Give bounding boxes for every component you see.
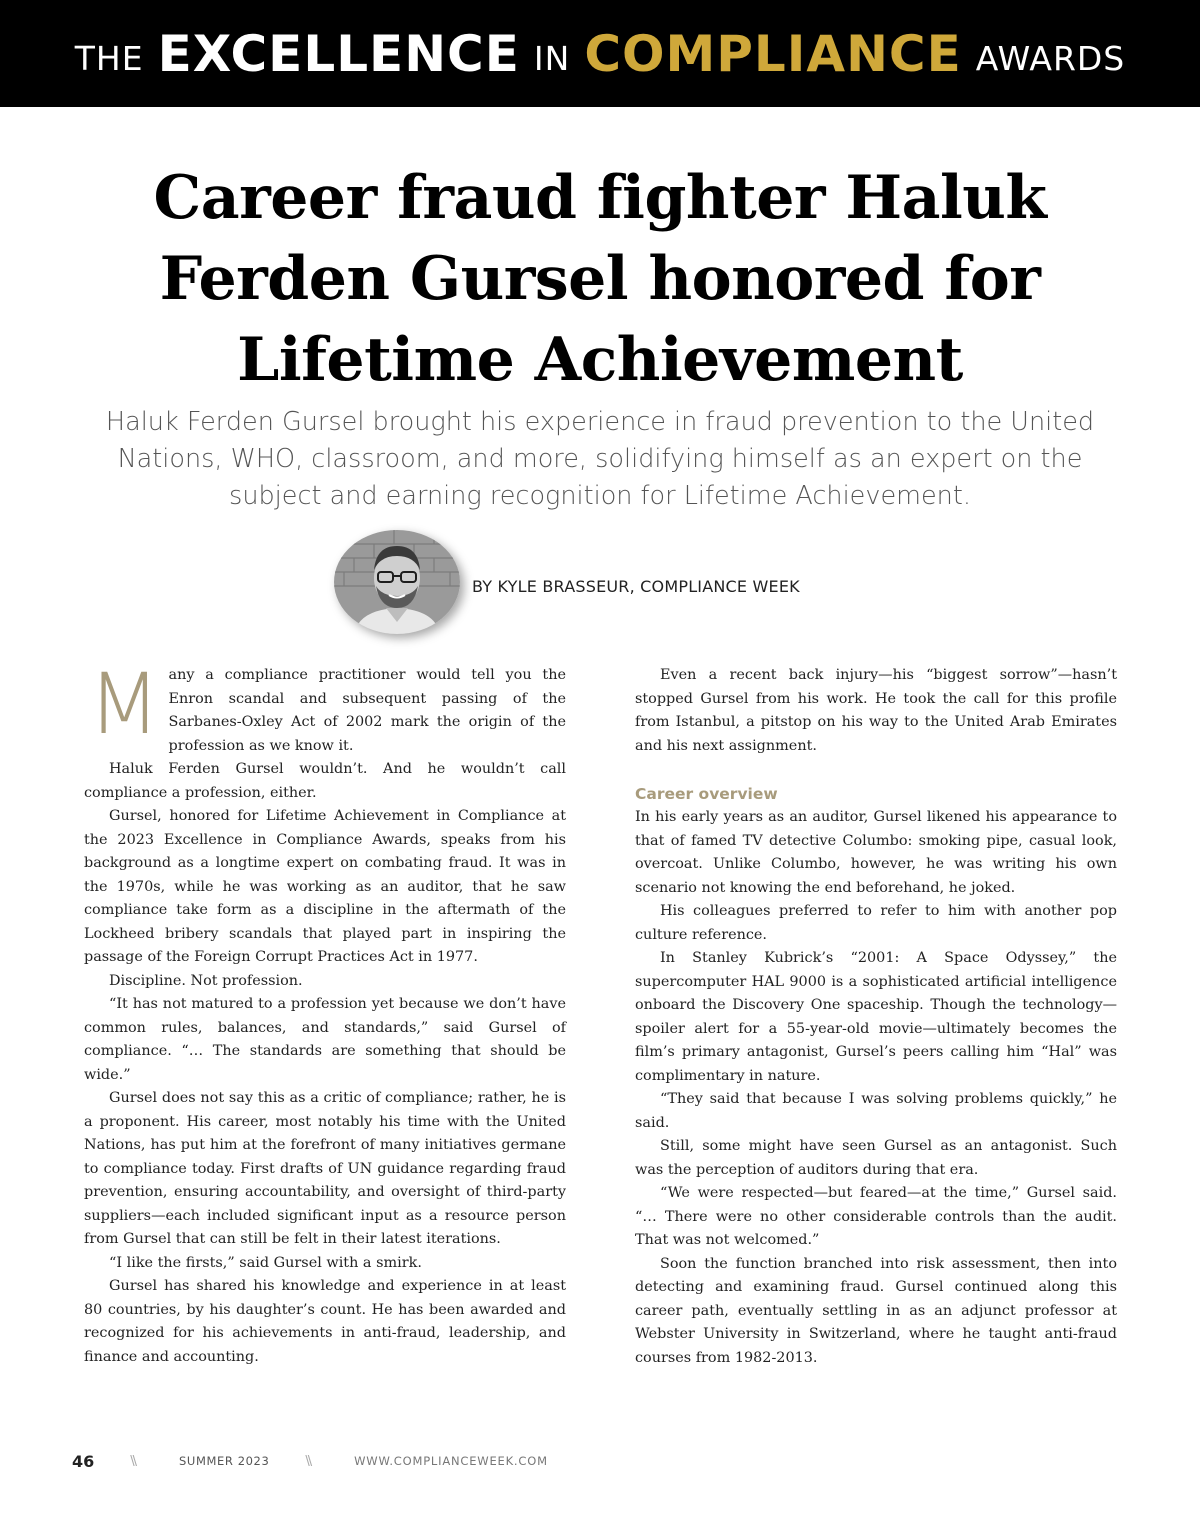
article-paragraph: Even a recent back injury—his “biggest sorrow”—hasn’t stopped Gursel from his work. He took the call for this profile from Istanbul, a pitstop on his way to the United Arab Emirates and his next assignment. <box>635 667 1117 754</box>
article-paragraph: His colleagues preferred to refer to him with another pop culture reference. <box>635 903 1117 943</box>
article-paragraph: “They said that because I was solving problems quickly,” he said. <box>635 1091 1117 1131</box>
article-column-right <box>635 664 1117 1370</box>
article-column-left <box>84 655 566 1369</box>
article-paragraph: Discipline. Not profession. <box>109 972 303 989</box>
banner-the: THE <box>74 39 144 78</box>
article-headline <box>60 158 1140 401</box>
article-paragraph: In his early years as an auditor, Gursel likened his appearance to that of famed TV detective Columbo: smoking pipe, casual look, overcoat. Unlike Columbo, however, he was writing his own scenario not knowing the end beforehand, he joked. <box>635 809 1117 896</box>
section-subhead: Career overview <box>635 785 778 803</box>
footer-separator: \\ <box>305 1453 311 1469</box>
headline-line: Career fraud fighter Haluk <box>153 163 1047 233</box>
footer-separator: \\ <box>130 1453 136 1469</box>
page-number: 46 <box>72 1451 95 1471</box>
article-paragraph: In Stanley Kubrick’s “2001: A Space Odyssey,” the supercomputer HAL 9000 is a sophisticated artificial intelligence onboard the Discovery One spaceship. Though the technology—spoiler alert for a 55-year-old movie—ultimately becomes the film’s primary antagonist, Gursel’s peers calling him “Hal” was complimentary in nature. <box>635 950 1117 1084</box>
banner-awards: AWARDS <box>975 39 1126 78</box>
author-byline: BY KYLE BRASSEUR, COMPLIANCE WEEK <box>472 577 800 596</box>
article-paragraph <box>84 655 566 758</box>
banner-compliance: COMPLIANCE <box>584 24 962 83</box>
article-paragraph: Gursel does not say this as a critic of compliance; rather, he is a proponent. His career, most notably his time with the United Nations, has put him at the forefront of many initiatives germane to compliance today. First drafts of UN guidance regarding fraud prevention, ensuring accountability, and oversight of third-party suppliers—each included significant input as a resource person from Gursel that can still be felt in their latest iterations. <box>84 1090 566 1247</box>
headline-line: Ferden Gursel honored for <box>159 244 1041 314</box>
page-footer <box>72 1450 548 1472</box>
awards-banner <box>0 0 1200 107</box>
article-paragraph: “It has not matured to a profession yet because we don’t have common rules, balances, and standards,” said Gursel of compliance. “… The standards are something that should be wide.” <box>84 996 566 1083</box>
article-paragraph: Gursel, honored for Lifetime Achievement in Compliance at the 2023 Excellence in Compliance Awards, speaks from his background as a longtime expert on combating fraud. It was in the 1970s, while he was working as an auditor, that he saw compliance take form as a discipline in the aftermath of the Lockheed bribery scandals that played part in inspiring the passage of the Foreign Corrupt Practices Act in 1977. <box>84 808 566 965</box>
article-paragraph: “I like the firsts,” said Gursel with a smirk. <box>109 1254 422 1271</box>
author-avatar <box>334 530 460 634</box>
article-paragraph: Haluk Ferden Gursel wouldn’t. And he wouldn’t call compliance a profession, either. <box>84 761 566 801</box>
article-deck <box>80 404 1120 515</box>
article-paragraph: Soon the function branched into risk assessment, then into detecting and examining fraud. Gursel continued along this career path, eventually settling in as an adjunct professor at Webster University in Switzerland, where he taught anti-fraud courses from 1982-2013. <box>635 1255 1117 1366</box>
article-paragraph: “We were respected—but feared—at the time,” Gursel said. “… There were no other considerable controls than the audit. That was not welcomed.” <box>635 1185 1117 1248</box>
banner-in: IN <box>533 39 571 78</box>
article-paragraph: Gursel has shared his knowledge and experience in at least 80 countries, by his daughter’s count. He has been awarded and recognized for his achievements in anti-fraud, leadership, and finance and accounting. <box>84 1278 566 1365</box>
author-portrait-icon <box>334 530 460 634</box>
banner-excellence: EXCELLENCE <box>157 24 520 83</box>
headline-line: Lifetime Achievement <box>237 325 963 395</box>
deck-line: Haluk Ferden Gursel brought his experience in fraud prevention to the United <box>105 407 1095 437</box>
issue-label: SUMMER 2023 <box>179 1454 270 1468</box>
first-paragraph-text: any a compliance practitioner would tell you the Enron scandal and subsequent passing of the Sarbanes-Oxley Act of 2002 mark the origin of the profession as we know it. <box>168 667 566 754</box>
deck-line: Nations, WHO, classroom, and more, solidifying himself as an expert on the <box>117 444 1083 474</box>
article-paragraph: Still, some might have seen Gursel as an antagonist. Such was the perception of auditors during that era. <box>635 1138 1117 1178</box>
deck-line: subject and earning recognition for Lifetime Achievement. <box>229 481 971 511</box>
drop-cap: M <box>88 655 161 753</box>
website-link[interactable]: WWW.COMPLIANCEWEEK.COM <box>354 1454 548 1468</box>
